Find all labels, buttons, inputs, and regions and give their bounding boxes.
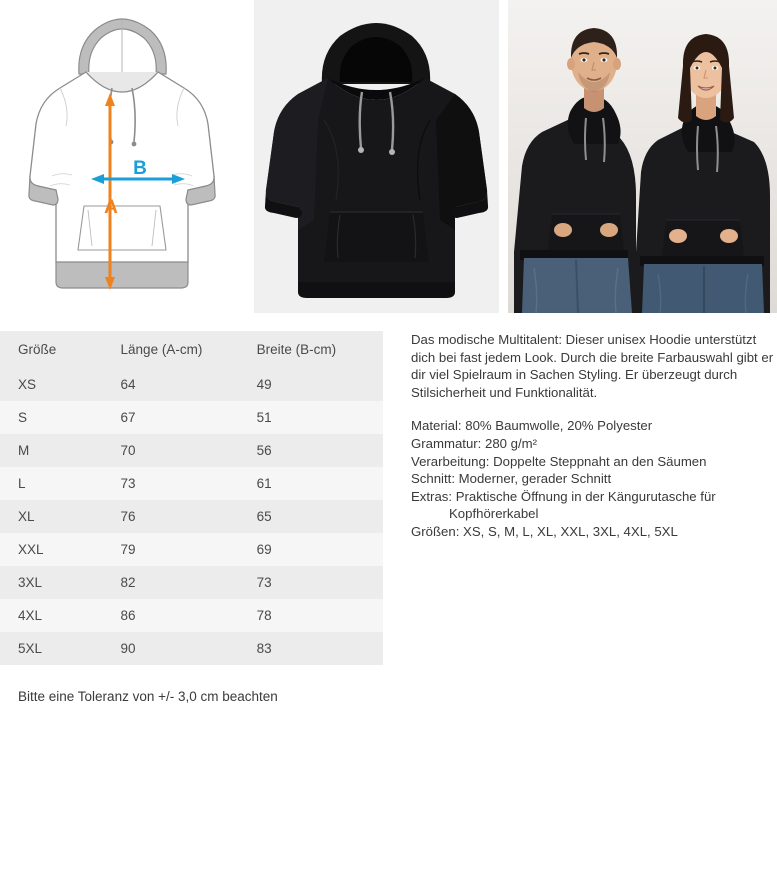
cell-size: S xyxy=(0,401,103,434)
image-row xyxy=(0,0,777,313)
lower-content xyxy=(0,331,777,704)
cell-length: 90 xyxy=(103,632,239,665)
table-header-width: Breite (B-cm) xyxy=(239,331,383,368)
cell-width: 49 xyxy=(239,368,383,401)
table-row xyxy=(0,599,383,632)
size-table xyxy=(0,331,383,665)
table-row xyxy=(0,566,383,599)
cell-length: 70 xyxy=(103,434,239,467)
cell-length: 79 xyxy=(103,533,239,566)
cell-width: 51 xyxy=(239,401,383,434)
cell-width: 69 xyxy=(239,533,383,566)
hoodie-technical-drawing xyxy=(0,0,245,313)
measure-label-b: B xyxy=(133,158,147,179)
spec-extras-cont: Kopfhörerkabel xyxy=(449,506,539,522)
table-row xyxy=(0,467,383,500)
spec-processing: Verarbeitung: Doppelte Steppnaht an den Säumen xyxy=(411,453,707,469)
cell-size: XXL xyxy=(0,533,103,566)
cell-length: 67 xyxy=(103,401,239,434)
cell-width: 56 xyxy=(239,434,383,467)
cell-length: 82 xyxy=(103,566,239,599)
tolerance-note: Bitte eine Toleranz von +/- 3,0 cm beachten xyxy=(18,689,278,704)
description-paragraph: Das modische Multitalent: Dieser unisex Hoodie unterstützt dich bei fast jedem Look. Durch die breite Farbauswahl gibt er dir viel Spielraum in Sachen Styling. Er überzeugt durch Stilsicherheit und Funktionalität. xyxy=(411,332,774,400)
measure-label-a: A xyxy=(104,197,118,218)
table-header-size: Größe xyxy=(0,331,103,368)
cell-length: 76 xyxy=(103,500,239,533)
cell-width: 73 xyxy=(239,566,383,599)
table-row xyxy=(0,401,383,434)
product-photo-cell xyxy=(254,0,499,313)
cell-width: 83 xyxy=(239,632,383,665)
spec-sizes: Größen: XS, S, M, L, XL, XXL, 3XL, 4XL, 5XL xyxy=(411,523,678,539)
cell-size: XS xyxy=(0,368,103,401)
cell-length: 73 xyxy=(103,467,239,500)
cell-size: 5XL xyxy=(0,632,103,665)
technical-drawing-cell xyxy=(0,0,245,313)
black-hoodie-photo xyxy=(254,0,499,313)
models-wearing-hoodies-photo xyxy=(508,0,777,313)
cell-width: 61 xyxy=(239,467,383,500)
table-row xyxy=(0,632,383,665)
spec-weight: Grammatur: 280 g/m² xyxy=(411,435,538,451)
size-table-column xyxy=(0,331,383,704)
model-photo-cell xyxy=(508,0,777,313)
table-row xyxy=(0,500,383,533)
cell-width: 65 xyxy=(239,500,383,533)
spec-extras: Extras: Praktische Öffnung in der Kängurutasche für xyxy=(411,488,716,504)
cell-size: XL xyxy=(0,500,103,533)
description-column xyxy=(383,331,777,704)
cell-size: 4XL xyxy=(0,599,103,632)
cell-length: 64 xyxy=(103,368,239,401)
table-row xyxy=(0,533,383,566)
cell-size: 3XL xyxy=(0,566,103,599)
cell-size: M xyxy=(0,434,103,467)
table-row xyxy=(0,434,383,467)
cell-width: 78 xyxy=(239,599,383,632)
spec-material: Material: 80% Baumwolle, 20% Polyester xyxy=(411,418,653,434)
table-row xyxy=(0,368,383,401)
table-header-length: Länge (A-cm) xyxy=(103,331,239,368)
spec-cut: Schnitt: Moderner, gerader Schnitt xyxy=(411,471,612,487)
table-header-row xyxy=(0,331,383,368)
cell-length: 86 xyxy=(103,599,239,632)
cell-size: L xyxy=(0,467,103,500)
